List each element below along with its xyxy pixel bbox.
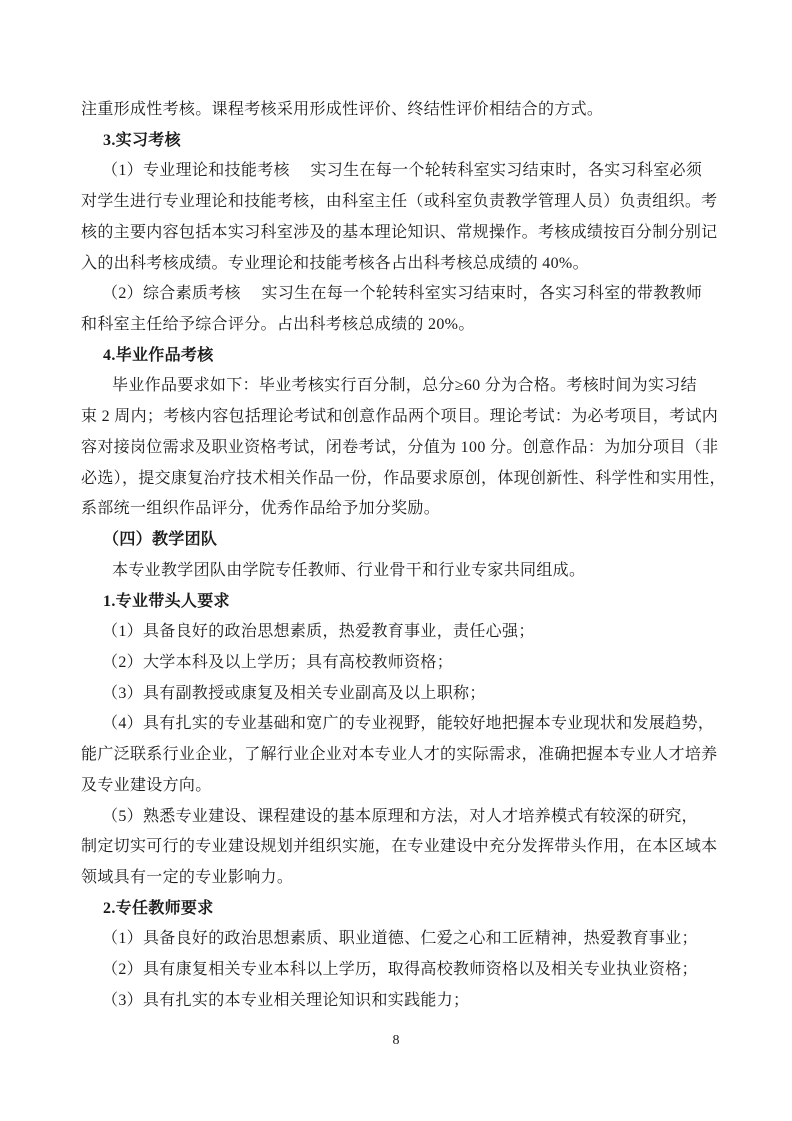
list-paragraph (81, 709, 736, 801)
text-line: 能广泛联系行业企业，了解行业企业对本专业人才的实际需求，准确把握本专业人才培养 (81, 746, 718, 764)
text-line: （1）具备良好的政治思想素质，热爱教育事业，责任心强； (102, 623, 535, 641)
text-line: （4）具有扎实的专业基础和宽广的专业视野，能较好地把握本专业现状和发展趋势， (102, 715, 715, 733)
list-paragraph (81, 955, 736, 986)
text-line: 1.专业带头人要求 (103, 592, 230, 610)
text-line: 毕业作品要求如下：毕业考核实行百分制，总分≥60 分为合格。考核时间为实习结 (112, 377, 697, 395)
text-line: 系部统一组织作品评分，优秀作品给予加分奖励。 (81, 500, 441, 518)
text-line: 对学生进行专业理论和技能考核，由科室主任（或科室负责教学管理人员）负责组织。考 (81, 193, 718, 211)
list-paragraph (81, 156, 736, 279)
text-line: 3.实习考核 (103, 131, 181, 149)
section-heading (81, 525, 736, 556)
text-line: 2.专任教师要求 (103, 899, 214, 917)
section-heading (81, 894, 736, 925)
text-line: （1）专业理论和技能考核 实习生在每一个轮转科室实习结束时，各实习科室必须 (102, 162, 703, 180)
text-line: （3）具有副教授或康复及相关专业副高及以上职称； (102, 684, 486, 702)
section-heading (81, 126, 736, 157)
text-line: （1）具备良好的政治思想素质、职业道德、仁爱之心和工匠精神，热爱教育事业； (102, 930, 698, 948)
list-paragraph (81, 617, 736, 648)
text-line: 及专业建设方向。 (81, 776, 212, 794)
text-line: （2）具有康复相关专业本科以上学历，取得高校教师资格以及相关专业执业资格； (102, 961, 698, 979)
list-paragraph (81, 648, 736, 679)
page-number: 8 (392, 1033, 400, 1048)
text-line: 核的主要内容包括本实习科室涉及的基本理论知识、常规操作。考核成绩按百分制分别记 (81, 223, 718, 241)
list-paragraph (81, 279, 736, 340)
text-line: 必选），提交康复治疗技术相关作品一份，作品要求原创，体现创新性、科学性和实用性， (81, 469, 726, 487)
text-line: 和科室主任给予综合评分。占出科考核总成绩的 20%。 (81, 316, 475, 334)
text-line: （2）大学本科及以上学历；具有高校教师资格； (102, 653, 454, 671)
text-line: （2）综合素质考核 实习生在每一个轮转科室实习结束时，各实习科室的带教教师 (102, 285, 703, 303)
text-line: 入的出科考核成绩。专业理论和技能考核各占出科考核总成绩的 40%。 (81, 254, 589, 272)
text-line: 本专业教学团队由学院专任教师、行业骨干和行业专家共同组成。 (112, 561, 586, 579)
text-line: （5）熟悉专业建设、课程建设的基本原理和方法，对人才培养模式有较深的研究， (102, 807, 698, 825)
text-line: 容对接岗位需求及职业资格考试，闭卷考试，分值为 100 分。创意作品：为加分项目（非 (81, 438, 719, 456)
list-paragraph (81, 924, 736, 955)
body-paragraph (81, 556, 736, 587)
section-heading (81, 341, 736, 372)
body-paragraph (81, 371, 736, 525)
section-heading (81, 587, 736, 618)
text-line: （3）具有扎实的本专业相关理论知识和实践能力； (102, 991, 470, 1009)
text-line: （四）教学团队 (103, 531, 218, 549)
continuation-paragraph (81, 95, 736, 126)
list-paragraph (81, 802, 736, 894)
text-line: 制定切实可行的专业建设规划并组织实施，在专业建设中充分发挥带头作用，在本区域本 (81, 838, 718, 856)
list-paragraph (81, 986, 736, 1017)
page-content (81, 95, 736, 1017)
text-line: 注重形成性考核。课程考核采用形成性评价、终结性评价相结合的方式。 (81, 101, 604, 118)
text-line: 领域具有一定的专业影响力。 (81, 868, 294, 886)
text-line: 4.毕业作品考核 (103, 346, 214, 364)
list-paragraph (81, 679, 736, 710)
text-line: 束 2 周内；考核内容包括理论考试和创意作品两个项目。理论考试：为必考项目，考试内 (81, 408, 719, 426)
